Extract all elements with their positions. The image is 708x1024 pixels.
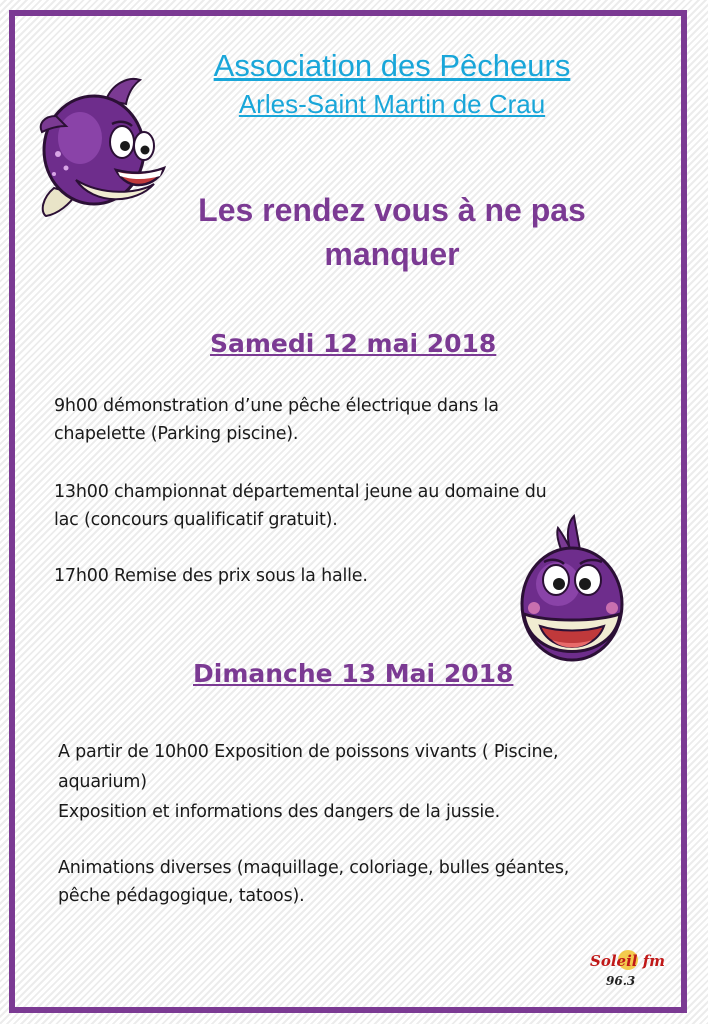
- saturday-event-line: 17h00 Remise des prix sous la halle.: [54, 566, 368, 586]
- sunday-event-line: Exposition et informations des dangers de la jussie.: [58, 802, 500, 822]
- radio-brand: Soleil fm: [590, 952, 666, 970]
- saturday-event-line: 13h00 championnat départemental jeune au domaine du: [54, 482, 547, 502]
- sunday-date-heading: Dimanche 13 Mai 2018: [193, 659, 514, 688]
- fish-face-illustration: [516, 514, 628, 668]
- saturday-event-line: chapelette (Parking piscine).: [54, 424, 299, 444]
- sunday-event-line: Animations diverses (maquillage, coloriage, bulles géantes,: [58, 858, 570, 878]
- saturday-event-line: lac (concours qualificatif gratuit).: [54, 510, 338, 530]
- saturday-date-heading: Samedi 12 mai 2018: [210, 329, 497, 358]
- radio-frequency: 96.3: [606, 974, 636, 988]
- association-name[interactable]: Association des Pêcheurs: [213, 48, 571, 83]
- association-location[interactable]: Arles-Saint Martin de Crau: [238, 89, 546, 119]
- page-title: Les rendez vous à ne pas manquer: [198, 192, 586, 272]
- sunday-event-line: A partir de 10h00 Exposition de poissons vivants ( Piscine,: [58, 742, 559, 762]
- sunday-event-line: pêche pédagogique, tatoos).: [58, 886, 305, 906]
- sunday-event-line: aquarium): [58, 772, 147, 792]
- saturday-event-line: 9h00 démonstration d’une pêche électrique dans la: [54, 396, 499, 416]
- radio-logo: [588, 948, 666, 998]
